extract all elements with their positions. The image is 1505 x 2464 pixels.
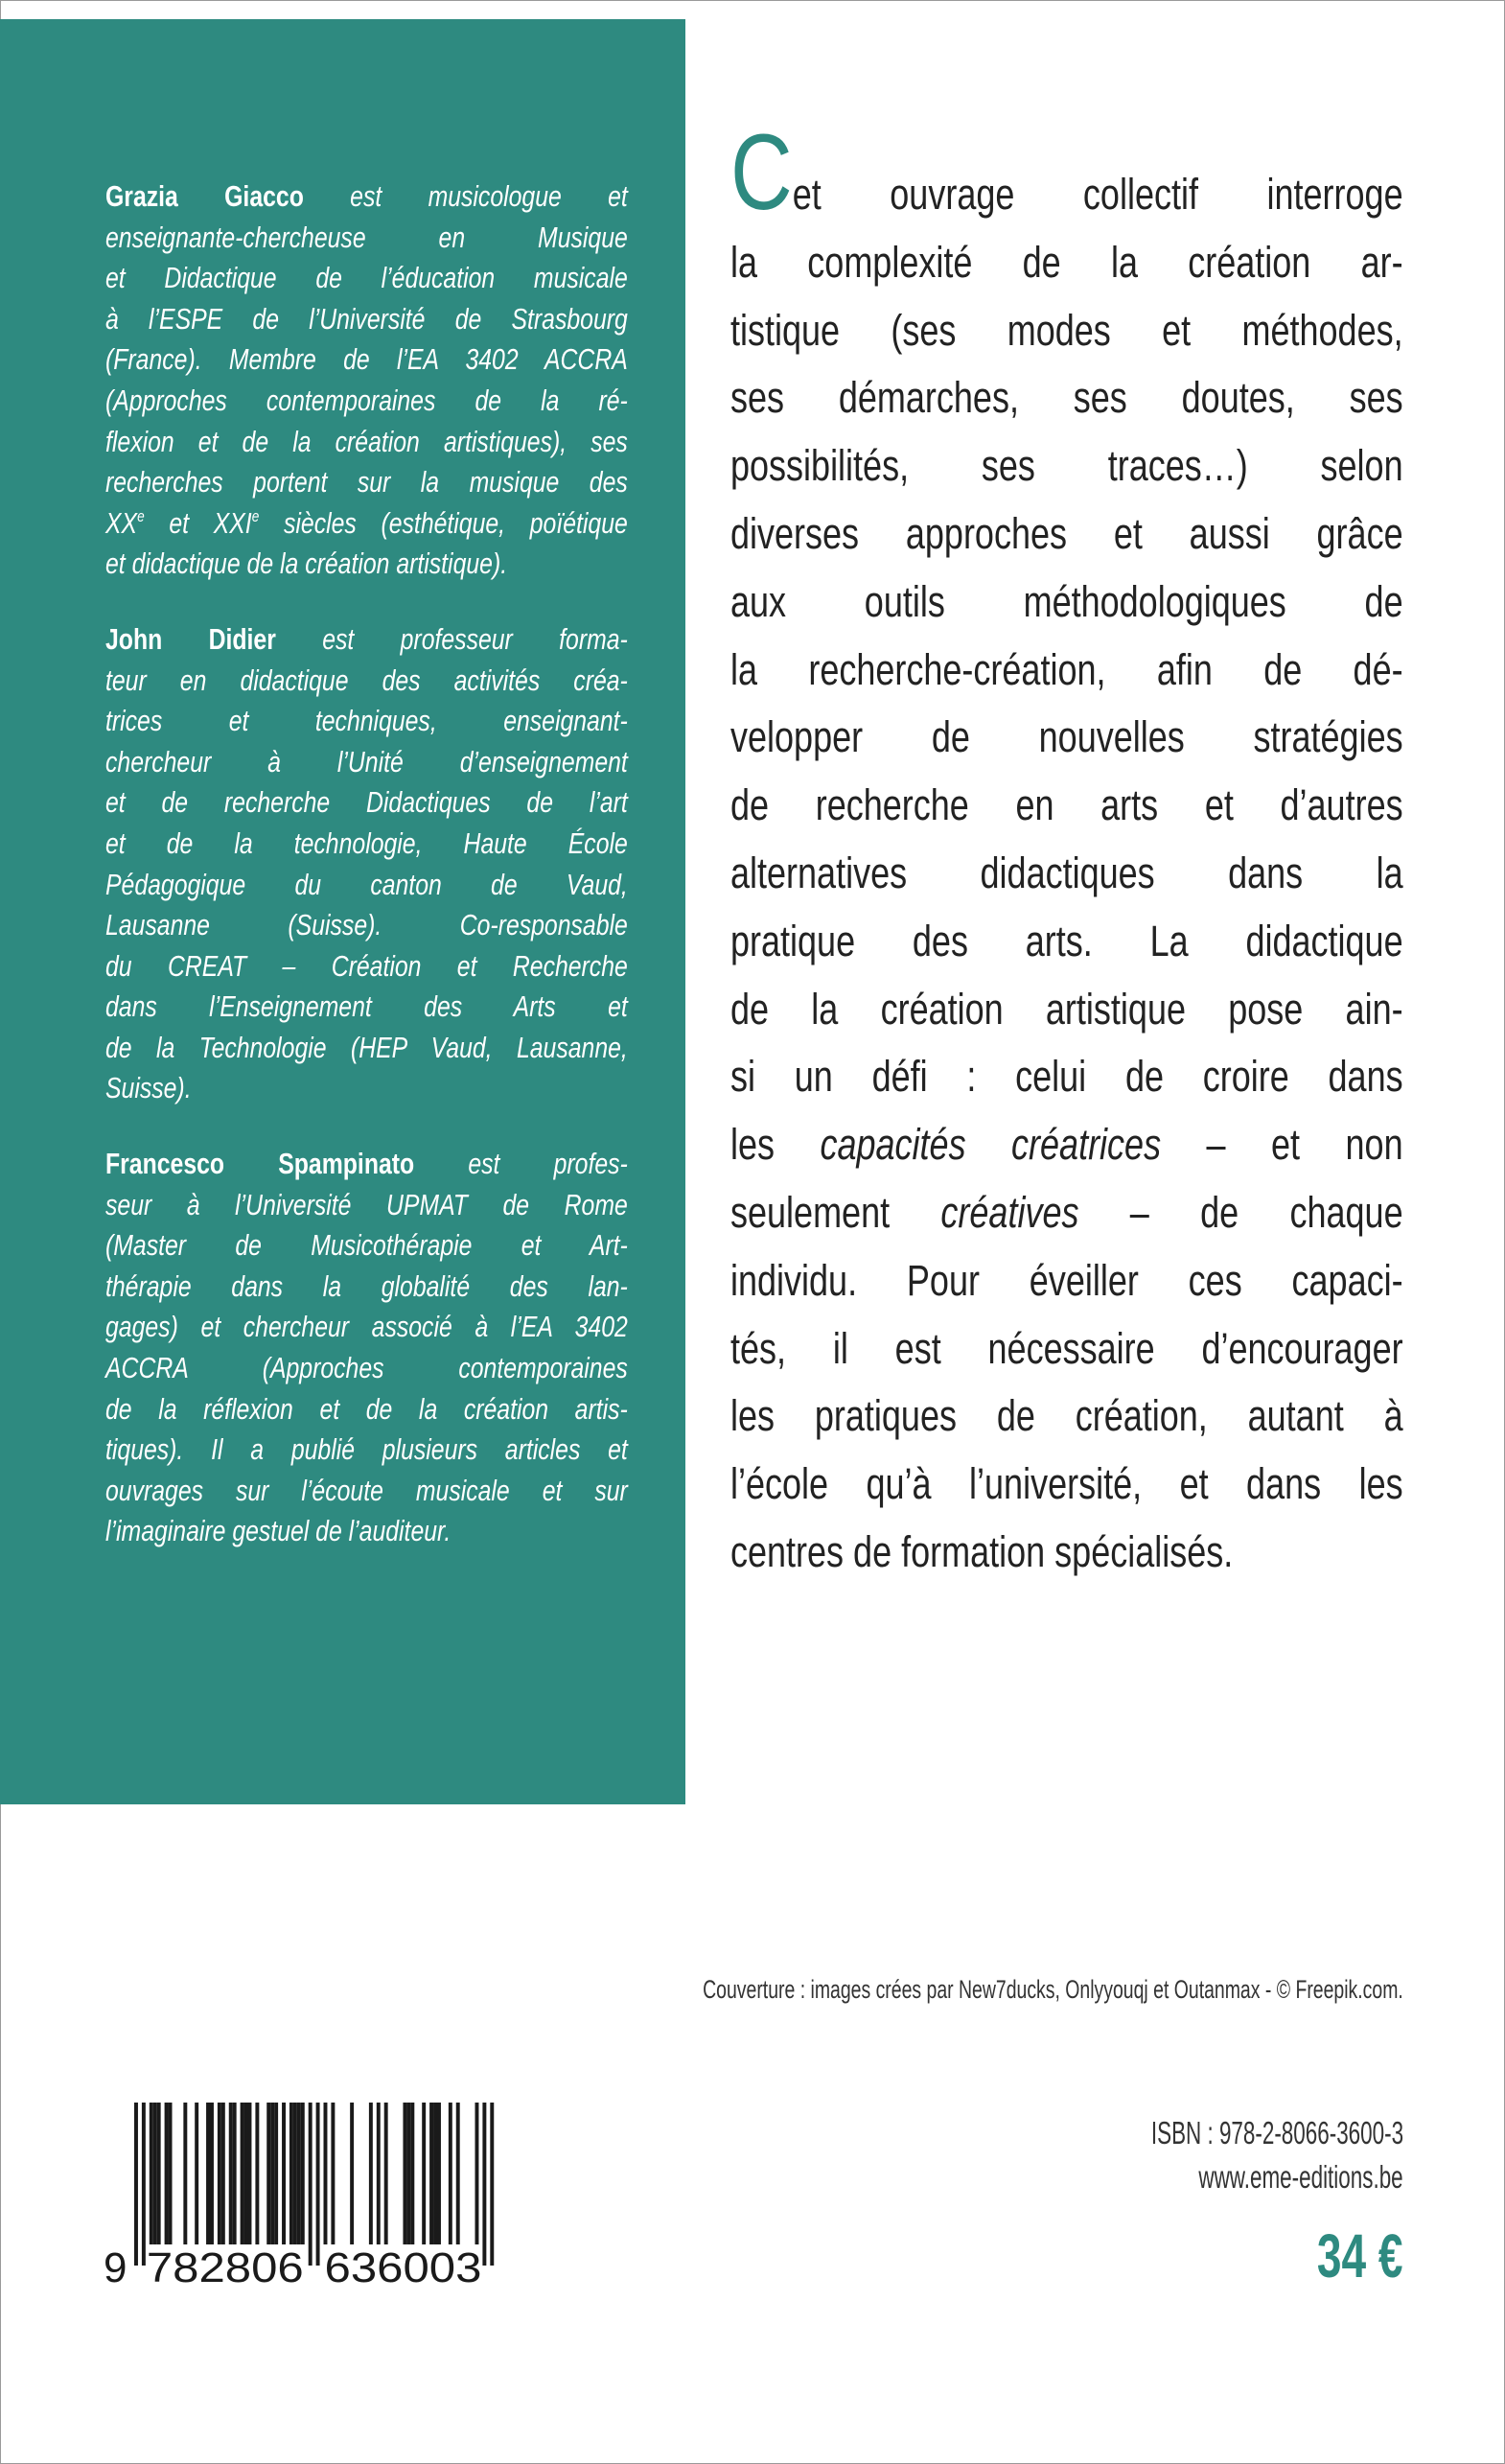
bio-line bbox=[105, 176, 628, 218]
bio-line: (Master de Musicothérapie et Art- bbox=[105, 1228, 628, 1263]
barcode-bar bbox=[377, 2103, 381, 2244]
bio-line bbox=[105, 619, 628, 661]
isbn-barcode bbox=[100, 2100, 521, 2291]
bio-text: est profes- bbox=[414, 1147, 628, 1181]
barcode-digits: 782806 bbox=[146, 2244, 304, 2291]
summary-line: individu. Pour éveiller ces capaci- bbox=[730, 1255, 1403, 1305]
bio-line: de la réflexion et de la création artis- bbox=[105, 1391, 628, 1426]
barcode-bar bbox=[331, 2103, 335, 2244]
author-name: John Didier bbox=[105, 621, 276, 656]
author-name: Francesco Spampinato bbox=[105, 1147, 415, 1181]
barcode-bar bbox=[218, 2103, 221, 2244]
barcode-bar bbox=[456, 2103, 460, 2244]
barcode-bar bbox=[169, 2103, 173, 2244]
bio-line: flexion et de la création artistiques), ses bbox=[105, 424, 628, 458]
bio-line: tiques). Il a publié plusieurs articles et bbox=[105, 1432, 628, 1467]
summary-line: de recherche en arts et d’autres bbox=[730, 780, 1403, 830]
barcode-bar bbox=[293, 2103, 297, 2244]
summary-line: tistique (ses modes et méthodes, bbox=[730, 305, 1403, 355]
barcode-bar bbox=[410, 2103, 414, 2244]
bio-line: à l’ESPE de l’Université de Strasbourg bbox=[105, 301, 628, 336]
author-bio bbox=[105, 176, 628, 585]
barcode-bar bbox=[229, 2103, 233, 2244]
summary-text: – de chaque bbox=[1078, 1187, 1403, 1237]
barcode-bar bbox=[150, 2103, 153, 2244]
barcode-bar bbox=[406, 2103, 410, 2244]
barcode-bar bbox=[270, 2103, 274, 2244]
summary-line bbox=[730, 1179, 1403, 1247]
bio-line: teur en didactique des activités créa- bbox=[105, 662, 628, 697]
bio-text: et XXI bbox=[144, 505, 252, 540]
barcode-bar bbox=[384, 2103, 388, 2244]
bio-text: est professeur forma- bbox=[275, 621, 628, 656]
barcode-bar bbox=[165, 2103, 169, 2244]
bio-line bbox=[105, 1144, 628, 1185]
author-bios bbox=[105, 176, 628, 1587]
barcode-bar bbox=[248, 2103, 252, 2244]
summary-line: l’école qu’à l’université, et dans les bbox=[730, 1459, 1403, 1509]
barcode-bar bbox=[206, 2103, 210, 2244]
barcode-bar bbox=[244, 2103, 248, 2244]
summary-line: la complexité de la création ar- bbox=[730, 237, 1403, 287]
summary-line: de la création artistique pose ain- bbox=[730, 984, 1403, 1034]
barcode-bar bbox=[297, 2103, 301, 2244]
barcode-digits: 9 bbox=[104, 2244, 127, 2291]
barcode-bar bbox=[490, 2103, 494, 2266]
barcode-bar bbox=[195, 2103, 198, 2244]
barcode-bar bbox=[309, 2103, 313, 2266]
barcode-bar bbox=[266, 2103, 270, 2244]
barcode-bar bbox=[255, 2103, 259, 2244]
price: 34 € bbox=[1317, 2221, 1403, 2290]
barcode-bar bbox=[183, 2103, 187, 2244]
summary-line: ses démarches, ses doutes, ses bbox=[730, 373, 1403, 423]
summary-line: alternatives didactiques dans la bbox=[730, 848, 1403, 897]
author-name: Grazia Giacco bbox=[105, 179, 304, 213]
barcode-bar bbox=[433, 2103, 437, 2244]
barcode-bar bbox=[369, 2103, 373, 2244]
summary-line bbox=[730, 1111, 1403, 1179]
barcode-bar bbox=[134, 2103, 138, 2266]
summary-line: diverses approches et aussi grâce bbox=[730, 508, 1403, 558]
summary-line: tés, il est nécessaire d’encourager bbox=[730, 1323, 1403, 1373]
barcode-bar bbox=[324, 2103, 328, 2244]
bio-line: seur à l’Université UPMAT de Rome bbox=[105, 1187, 628, 1221]
bio-line: et de recherche Didactiques de l’art bbox=[105, 785, 628, 820]
bio-line: gages) et chercheur associé à l’EA 3402 bbox=[105, 1310, 628, 1344]
barcode-bar bbox=[241, 2103, 244, 2244]
summary-text: et ouvrage collectif interroge bbox=[792, 170, 1403, 219]
barcode-bar bbox=[142, 2103, 146, 2266]
author-bio bbox=[105, 619, 628, 1109]
bio-line: Suisse). bbox=[105, 1071, 192, 1105]
summary-text: capacités créatrices bbox=[820, 1120, 1162, 1170]
barcode-bar bbox=[437, 2103, 441, 2244]
isbn-number: ISBN : 978-2-8066-3600-3 bbox=[1150, 2115, 1403, 2150]
bio-line: Pédagogique du canton de Vaud, bbox=[105, 867, 628, 901]
bio-line: recherches portent sur la musique des bbox=[105, 465, 628, 500]
barcode-bar bbox=[221, 2103, 225, 2244]
bio-line: ouvrages sur l’écoute musicale et sur bbox=[105, 1473, 628, 1507]
drop-cap: C bbox=[730, 112, 793, 232]
summary-text: seulement bbox=[730, 1187, 941, 1237]
barcode-bar bbox=[210, 2103, 214, 2244]
barcode-bar bbox=[350, 2103, 354, 2244]
summary-text: – et non bbox=[1161, 1120, 1403, 1170]
bio-text: XX bbox=[105, 505, 138, 540]
bio-line bbox=[105, 503, 628, 545]
bio-line: chercheur à l’Unité d’enseignement bbox=[105, 744, 628, 779]
bio-line: enseignante-chercheuse en Musique bbox=[105, 220, 628, 254]
bio-line: (Approches contemporaines de la ré- bbox=[105, 383, 628, 417]
summary-text: créatives bbox=[940, 1187, 1079, 1237]
bio-text: siècles (esthétique, poïétique bbox=[259, 505, 628, 540]
bio-line: (France). Membre de l’EA 3402 ACCRA bbox=[105, 342, 628, 377]
bio-line: thérapie dans la globalité des lan- bbox=[105, 1268, 628, 1303]
publisher-url[interactable]: www.eme-editions.be bbox=[1198, 2159, 1403, 2195]
barcode-bar bbox=[289, 2103, 293, 2244]
bio-line: et didactique de la création artistique). bbox=[105, 546, 508, 581]
barcode-bar bbox=[449, 2103, 452, 2244]
summary-line: velopper de nouvelles stratégies bbox=[730, 712, 1403, 762]
summary-line: possibilités, ses traces…) selon bbox=[730, 441, 1403, 491]
bio-line: de la Technologie (HEP Vaud, Lausanne, bbox=[105, 1030, 628, 1064]
barcode-bar bbox=[429, 2103, 433, 2244]
book-summary bbox=[730, 112, 1403, 1587]
summary-text: les bbox=[730, 1120, 821, 1170]
bio-text: e bbox=[137, 506, 145, 525]
author-bio bbox=[105, 1144, 628, 1552]
barcode-bar bbox=[301, 2103, 305, 2244]
barcode-bar bbox=[274, 2103, 278, 2244]
barcode-bar bbox=[282, 2103, 286, 2244]
barcode-bar bbox=[403, 2103, 406, 2244]
bio-line: dans l’Enseignement des Arts et bbox=[105, 989, 628, 1024]
bio-line: du CREAT – Création et Recherche bbox=[105, 948, 628, 983]
summary-line: la recherche-création, afin de dé- bbox=[730, 644, 1403, 694]
bio-line: et de la technologie, Haute École bbox=[105, 825, 628, 860]
barcode-bar bbox=[475, 2103, 479, 2244]
summary-line: pratique des arts. La didactique bbox=[730, 916, 1403, 965]
bio-line: Lausanne (Suisse). Co-responsable bbox=[105, 908, 628, 942]
bio-line: et Didactique de l’éducation musicale bbox=[105, 261, 628, 295]
bio-text: e bbox=[251, 506, 260, 525]
barcode-bar bbox=[157, 2103, 161, 2244]
summary-line bbox=[730, 112, 1403, 232]
barcode-bar bbox=[316, 2103, 320, 2266]
barcode-digits: 636003 bbox=[324, 2244, 482, 2291]
summary-line: si un défi : celui de croire dans bbox=[730, 1052, 1403, 1102]
bio-text: est musicologue et bbox=[303, 179, 628, 213]
barcode-bar bbox=[153, 2103, 157, 2244]
summary-line: aux outils méthodologiques de bbox=[730, 576, 1403, 626]
barcode-bar bbox=[422, 2103, 426, 2244]
barcode-bar bbox=[482, 2103, 486, 2266]
bio-line: l’imaginaire gestuel de l’auditeur. bbox=[105, 1514, 452, 1548]
bio-line: ACCRA (Approches contemporaines bbox=[105, 1351, 628, 1385]
barcode-bar bbox=[233, 2103, 237, 2244]
summary-line: centres de formation spécialisés. bbox=[730, 1526, 1234, 1576]
summary-line: les pratiques de création, autant à bbox=[730, 1391, 1403, 1441]
bio-line: trices et techniques, enseignant- bbox=[105, 704, 628, 738]
cover-credit: Couverture : images crées par New7ducks, Onlyyouqj et Outanmax - © Freepik.com. bbox=[703, 1975, 1403, 2004]
